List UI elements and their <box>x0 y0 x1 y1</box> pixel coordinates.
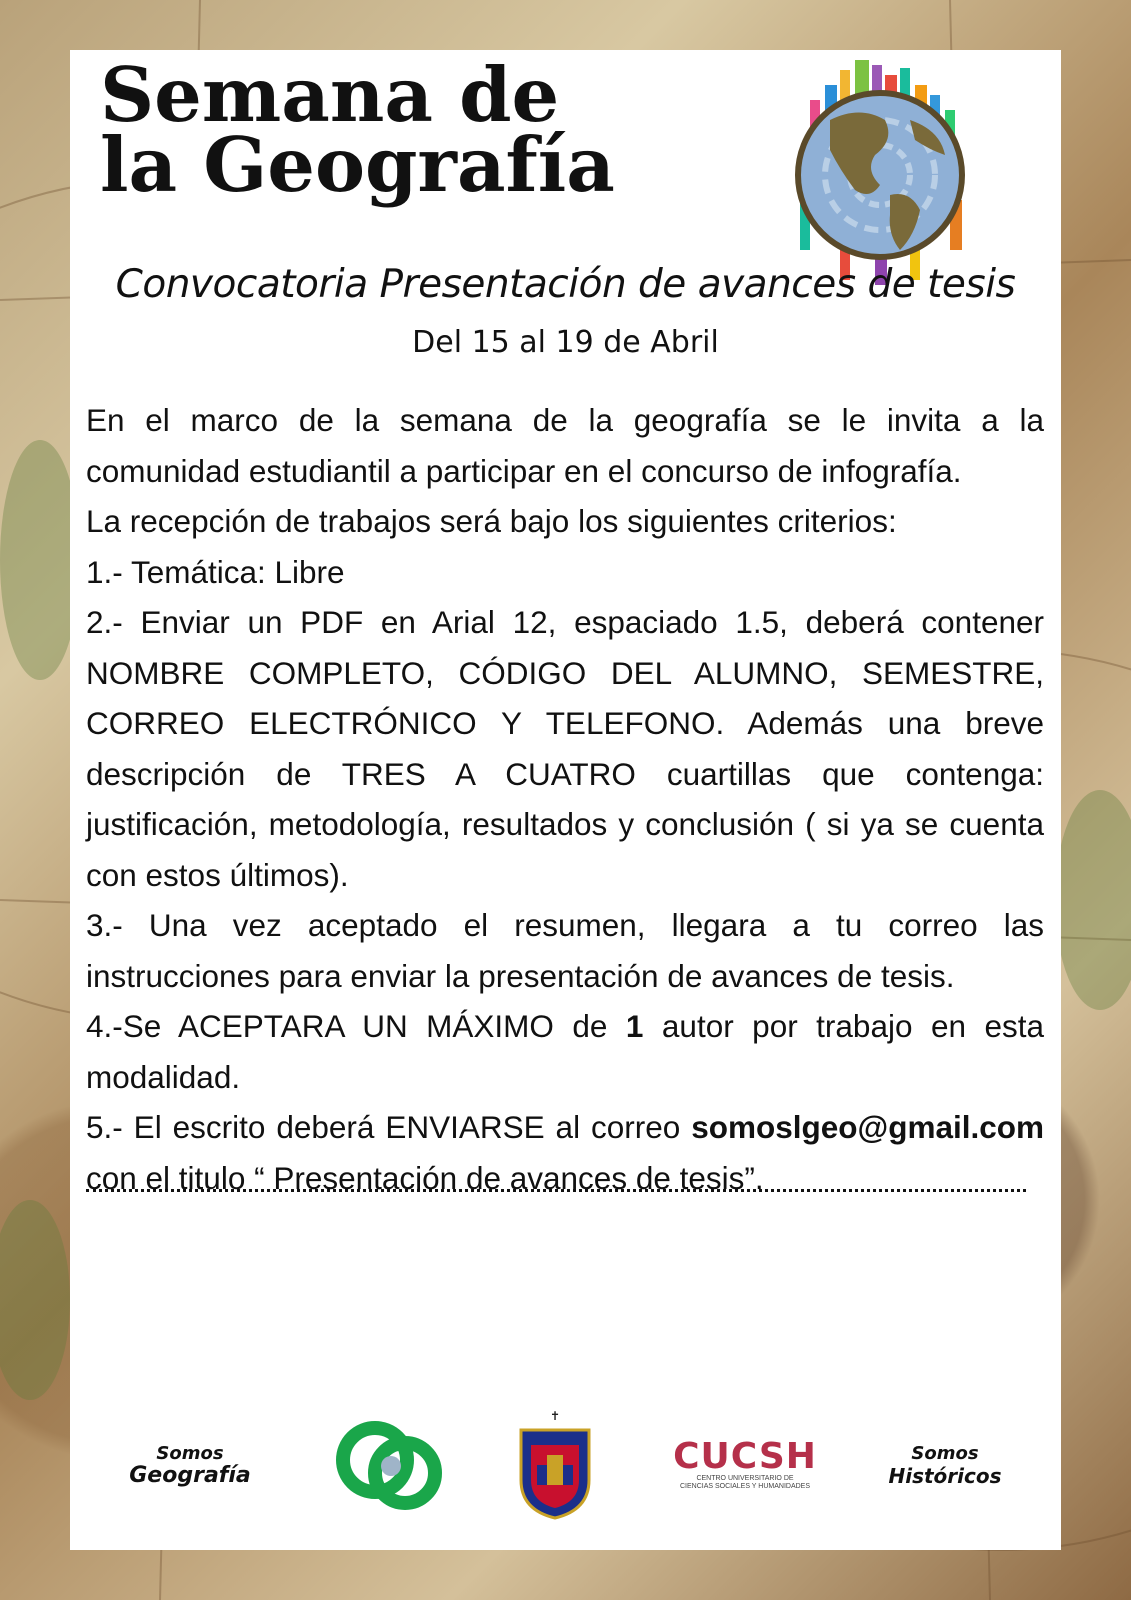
poster-title <box>100 51 615 209</box>
criterion-5-text-a: 5.- El escrito deberá ENVIARSE al correo <box>86 1109 692 1145</box>
cucsh-wordmark: CUCSH <box>673 1436 817 1477</box>
criterion-4-text-b: autor por trabajo en esta modalidad. <box>86 1008 1044 1095</box>
criterion-1: 1.- Temática: Libre <box>86 553 345 590</box>
call-subtitle: Convocatoria Presentación de avances de tesis <box>115 262 1016 307</box>
go-rings-logo-icon <box>330 1410 450 1520</box>
criterion-5 <box>86 1102 1044 1203</box>
somos-geografia-top: Somos <box>156 1443 224 1464</box>
criterion-4-max-authors: 1 <box>625 1008 644 1044</box>
somos-historicos-logo <box>875 1410 1015 1520</box>
criteria-intro: La recepción de trabajos será bajo los siguientes criterios: <box>86 503 897 539</box>
svg-text:✝: ✝ <box>549 1410 561 1423</box>
title-line-2: la Geografía <box>100 121 615 209</box>
intro-paragraph: En el marco de la semana de la geografía se le invita a la comunidad estudiantil a participar en el concurso de infografía. <box>86 402 1044 489</box>
event-dates: Del 15 al 19 de Abril <box>412 325 719 360</box>
criterion-2: 2.- Enviar un PDF en Arial 12, espaciado 1.5, deberá contener NOMBRE COMPLETO, CÓDIGO DEL ALUMNO, SEMESTRE, CORREO ELECTRÓNICO Y TELEFONO. Además una breve descripción de TRES A CUATRO cuartillas que contenga: justificación, metodología, resultados y conclusión ( si ya se cuenta con estos últimos). <box>86 604 1044 893</box>
contact-email-link[interactable]: somoslgeo@gmail.com <box>691 1109 1044 1145</box>
somos-historicos-top: Somos <box>911 1443 979 1464</box>
criterion-4 <box>86 1001 1044 1102</box>
sponsor-logos <box>70 1410 1061 1520</box>
globe-city-logo-icon <box>770 60 1000 290</box>
call-body <box>86 395 1044 1196</box>
somos-geografia-bottom: Geografía <box>129 1463 251 1488</box>
cucsh-logo <box>670 1410 820 1520</box>
somos-geografia-logo <box>115 1410 265 1520</box>
title-line-1: Semana de <box>100 51 560 139</box>
criterion-4-text-a: 4.-Se ACEPTARA UN MÁXIMO de <box>86 1008 626 1044</box>
poster-card <box>70 50 1061 1550</box>
cucsh-subtitle-1: CENTRO UNIVERSITARIO DE <box>696 1475 794 1482</box>
udg-shield-logo-icon <box>510 1410 600 1520</box>
cucsh-subtitle-2: CIENCIAS SOCIALES Y HUMANIDADES <box>679 1483 811 1490</box>
somos-historicos-bottom: Históricos <box>888 1464 1002 1488</box>
criterion-5-text-b: con el titulo “ Presentación de avances de tesis”. <box>86 1159 764 1196</box>
criterion-3: 3.- Una vez aceptado el resumen, llegara a tu correo las instrucciones para enviar la presentación de avances de tesis. <box>86 907 1044 994</box>
